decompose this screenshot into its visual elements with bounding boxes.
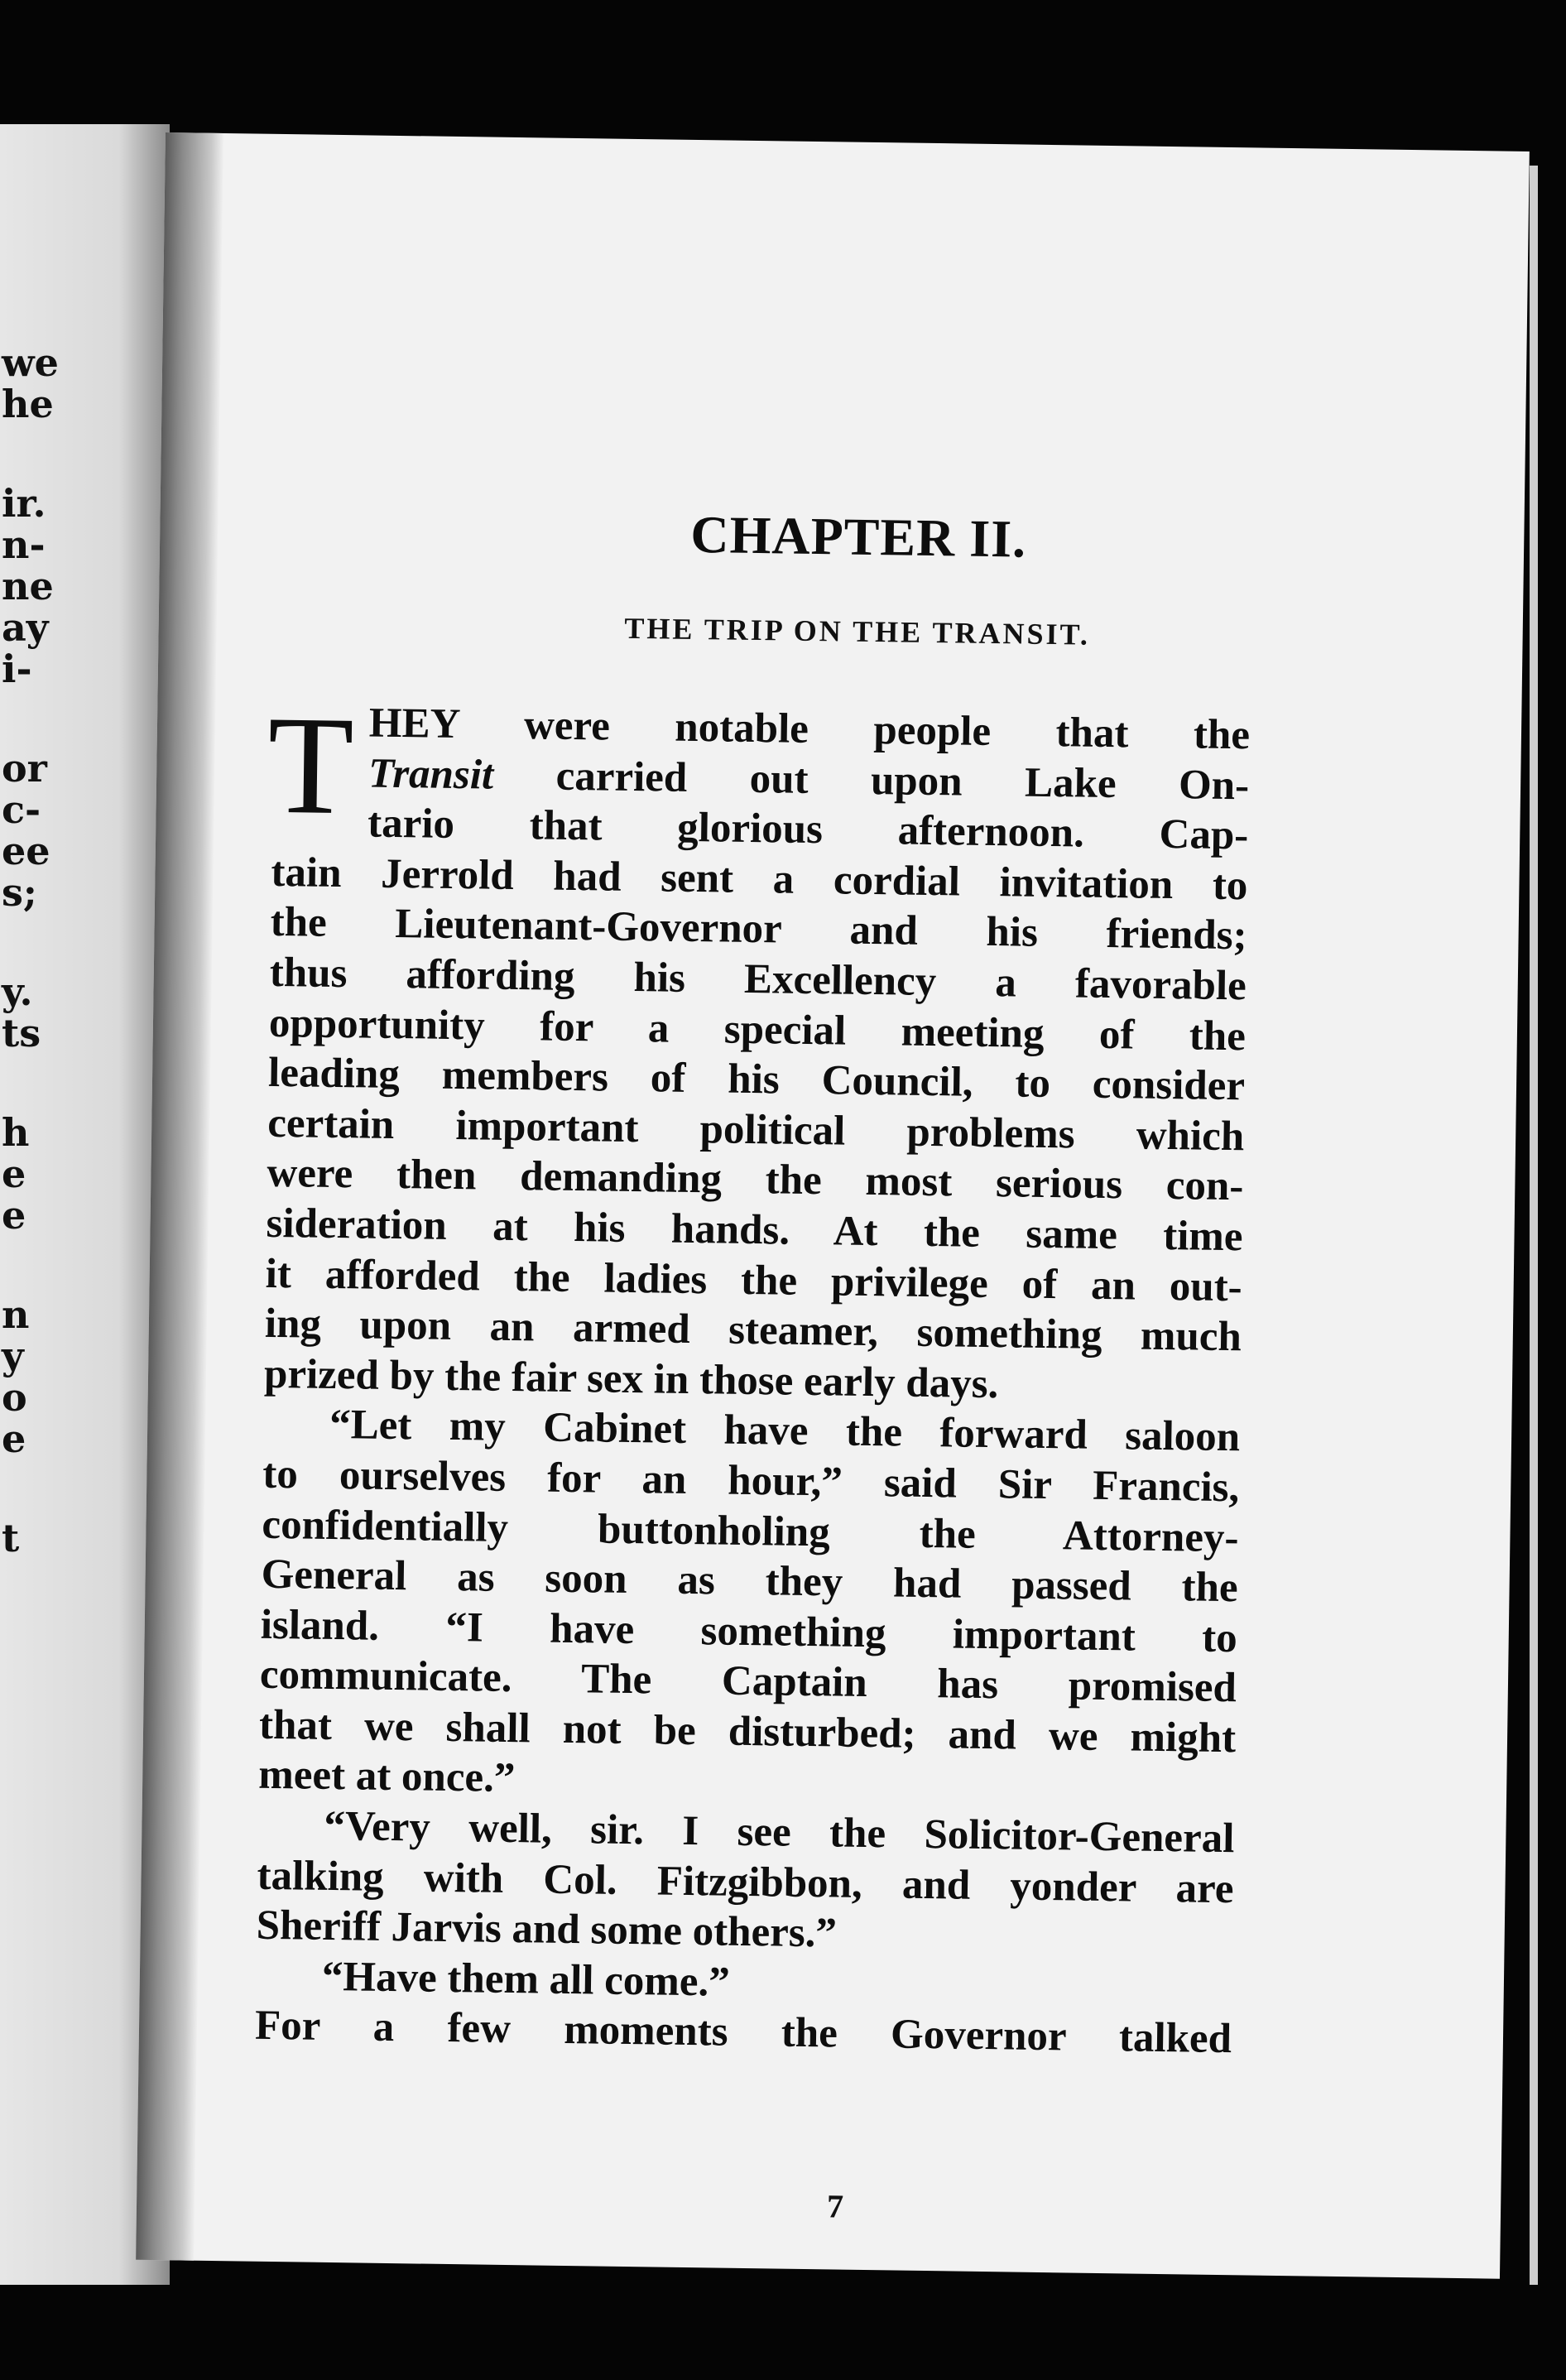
text-line: confidentially buttonholing the Attorney- <box>262 1501 1239 1561</box>
left-page-fragment: ay <box>2 605 49 650</box>
body-text <box>254 686 1251 2065</box>
left-page-fragment: n- <box>2 522 46 567</box>
text-line: HEY were notable people that the <box>368 700 1251 759</box>
drop-cap: T <box>267 686 355 844</box>
text-line: were then demanding the most serious con- <box>267 1150 1244 1210</box>
left-page-fragment: or <box>2 746 47 791</box>
left-page-fragment: i- <box>2 647 32 691</box>
left-page-fragment: o <box>2 1375 27 1420</box>
left-page-fragment: ts <box>2 1011 41 1055</box>
text-line: that we shall not be disturbed; and we might <box>258 1701 1237 1762</box>
left-page-fragment: he <box>2 382 54 426</box>
text-line: “Have them all come.” <box>321 1953 731 2006</box>
left-page-fragment: e <box>2 1152 26 1196</box>
text-italic: Transit <box>367 750 494 799</box>
page-edge <box>1530 166 1538 2285</box>
left-page-fragment: y <box>2 1334 24 1378</box>
left-page-fragment: e <box>2 1193 26 1238</box>
left-page-fragment: t <box>2 1516 20 1560</box>
left-page-fragment: ir. <box>2 481 46 526</box>
text-line-rest: carried out upon Lake On- <box>492 752 1250 809</box>
text-line: certain important political problems which <box>267 1099 1245 1161</box>
text-line: “Very well, sir. I see the Solicitor-General <box>324 1802 1235 1863</box>
text-line: thus affording his Excellency a favorable <box>269 949 1247 1010</box>
left-page-fragment: s; <box>2 870 37 915</box>
left-page-fragment: y. <box>2 969 33 1014</box>
text-line: ing upon an armed steamer, something much <box>264 1300 1242 1361</box>
text-line: meet at once.” <box>257 1752 516 1802</box>
chapter-subtitle: THE TRIP ON THE TRANSIT. <box>624 611 1091 651</box>
left-page-fragment: c- <box>2 787 41 832</box>
text-line: tario that glorious afternoon. Cap- <box>367 800 1249 859</box>
left-page-fragment: ee <box>2 829 50 873</box>
left-page-fragment: we <box>2 340 59 385</box>
left-page-fragment: h <box>2 1110 30 1155</box>
text-line: to ourselves for an hour,” said Sir Francis, <box>262 1450 1240 1512</box>
left-page-fragment: e <box>2 1416 26 1461</box>
text-line: island. “I have something important to <box>260 1601 1238 1661</box>
left-page-fragment: n <box>2 1292 30 1337</box>
text-line: prized by the fair sex in those early days. <box>263 1350 999 1407</box>
text-line: General as soon as they had passed the <box>261 1551 1238 1612</box>
text-line: Sheriff Jarvis and some others.” <box>256 1902 838 1957</box>
text-line: leading members of his Council, to consider <box>267 1050 1246 1110</box>
text-line: sideration at his hands. At the same time <box>266 1200 1243 1261</box>
text-line: opportunity for a special meeting of the <box>268 999 1247 1060</box>
book-page <box>136 132 1530 2279</box>
text-line: talking with Col. Fitzgibbon, and yonder are <box>257 1852 1234 1912</box>
chapter-title: CHAPTER II. <box>689 504 1027 569</box>
left-page-fragment: ne <box>2 564 54 608</box>
text-line: communicate. The Captain has promised <box>259 1652 1237 1712</box>
page-number: 7 <box>826 2187 844 2225</box>
text-line: For a few moments the Governor talked <box>254 2003 1232 2063</box>
text-line: “Let my Cabinet have the forward saloon <box>329 1402 1241 1461</box>
text-line: it afforded the ladies the privilege of an out- <box>265 1250 1243 1310</box>
text-line: the Lieutenant-Governor and his friends; <box>270 899 1247 959</box>
text-line: tain Jerrold had sent a cordial invitation to <box>271 849 1248 910</box>
